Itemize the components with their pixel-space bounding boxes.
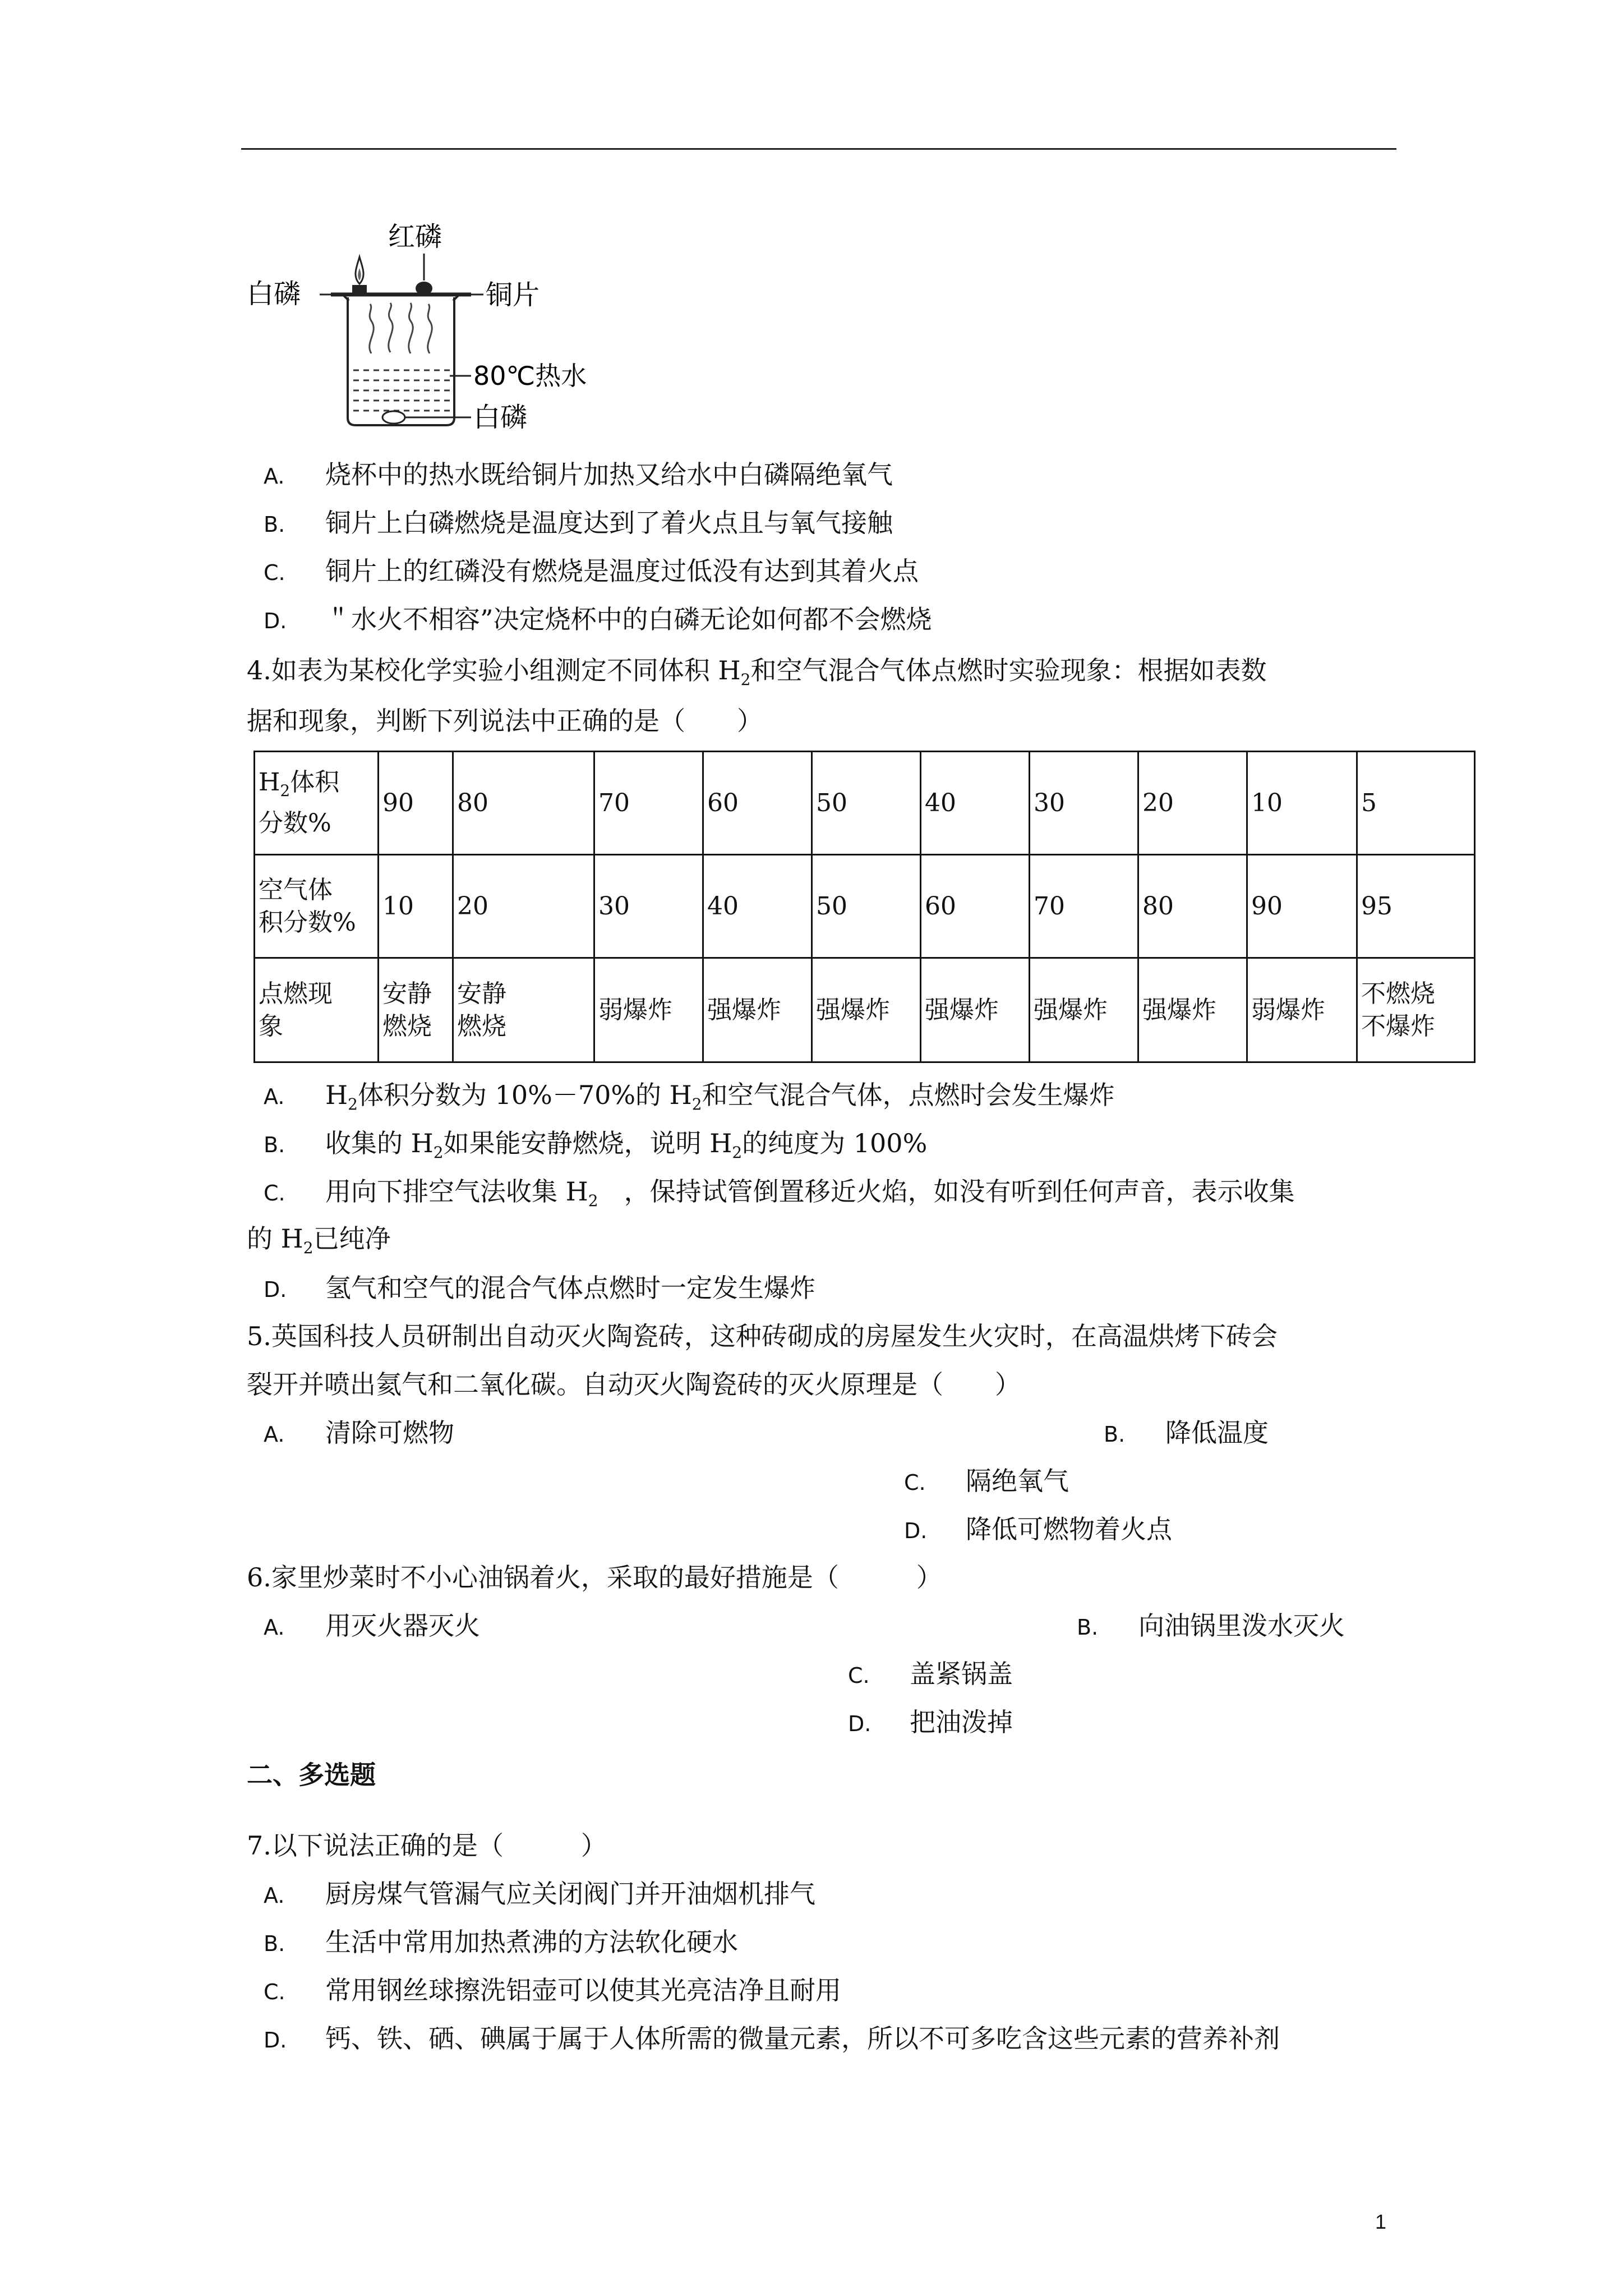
hot-water-label: 80℃热水	[473, 361, 587, 391]
q5-option-b: B. 降低温度	[1104, 1418, 1269, 1448]
red-phosphorus	[416, 282, 432, 295]
white-phosphorus-top	[352, 257, 367, 295]
table-cell: 40	[921, 752, 1030, 855]
table-cell: 20	[453, 855, 594, 958]
table-cell: 60	[921, 855, 1030, 958]
table-row-h2	[255, 752, 1475, 855]
table-cell: 强爆炸	[921, 958, 1030, 1062]
q7-option-d: D. 钙、铁、硒、碘属于属于人体所需的微量元素，所以不可多吃含这些元素的营养补剂	[264, 2023, 1280, 2054]
table-cell: 80	[1138, 855, 1247, 958]
steam-lines	[370, 303, 432, 353]
table-row-phenomenon	[255, 958, 1475, 1062]
q4-option-d: D. 氢气和空气的混合气体点燃时一定发生爆炸	[264, 1273, 815, 1303]
table-cell: 60	[703, 752, 812, 855]
table-cell: 50	[812, 855, 921, 958]
page-number: 1	[1375, 2210, 1387, 2233]
section-heading: 二、多选题	[247, 1760, 376, 1790]
q6-option-d: D. 把油泼掉	[848, 1707, 1013, 1737]
white-phosphorus-top-label: 白磷	[247, 278, 301, 310]
table-cell: 50	[812, 752, 921, 855]
table-cell: 30	[1030, 752, 1138, 855]
table-cell: 5	[1357, 752, 1475, 855]
table-cell: 20	[1138, 752, 1247, 855]
table-cell: 强爆炸	[1030, 958, 1138, 1062]
q6-option-b: B. 向油锅里泼水灭火	[1077, 1611, 1345, 1641]
table-cell: 安静 燃烧	[379, 958, 453, 1062]
water-surface	[353, 370, 450, 411]
table-cell: 40	[703, 855, 812, 958]
table-cell: 强爆炸	[812, 958, 921, 1062]
q4-option-c: C. 用向下排空气法收集 $H_2$ ，保持试管倒置移近火焰，如没有听到任何声音，表示收集	[264, 1176, 1295, 1210]
q7-option-c: C. 常用钢丝球擦洗铝壶可以使其光亮洁净且耐用	[264, 1975, 841, 2005]
q5-stem-line2: 裂开并喷出氦气和二氧化碳。自动灭火陶瓷砖的灭火原理是（ ）	[247, 1369, 1021, 1400]
table-cell: 70	[1030, 855, 1138, 958]
table-head-air: 空气体 积分数%	[255, 855, 379, 958]
table-cell: 不燃烧 不爆炸	[1357, 958, 1475, 1062]
red-phosphorus-label: 红磷	[388, 221, 442, 252]
q4-stem-line2: 据和现象，判断下列说法中正确的是（ ）	[247, 706, 763, 736]
q3-option-b: B. 铜片上白磷燃烧是温度达到了着火点且与氧气接触	[264, 508, 893, 538]
q7-stem: 7.以下说法正确的是（ ）	[247, 1830, 607, 1861]
experiment-diagram	[247, 213, 651, 438]
table-cell: 安静 燃烧	[453, 958, 594, 1062]
q6-stem: 6.家里炒菜时不小心油锅着火，采取的最好措施是（ ）	[247, 1562, 942, 1593]
table-head-h2: $H_2$体积 分数%	[255, 752, 379, 855]
q6-option-c: C. 盖紧锅盖	[848, 1659, 1013, 1689]
table-cell: 弱爆炸	[594, 958, 703, 1062]
q3-option-a: A. 烧杯中的热水既给铜片加热又给水中白磷隔绝氧气	[264, 459, 893, 490]
q7-option-a: A. 厨房煤气管漏气应关闭阀门并开油烟机排气	[264, 1879, 815, 1909]
q6-option-a: A. 用灭火器灭火	[264, 1611, 480, 1641]
q5-option-a: A. 清除可燃物	[264, 1418, 454, 1448]
table-cell: 10	[1247, 752, 1357, 855]
q4-option-a: A. $H_2$体积分数为 10%－70%的 $H_2$和空气混合气体，点燃时会发生爆炸	[264, 1080, 1115, 1114]
q5-option-c: C. 隔绝氧气	[904, 1466, 1069, 1496]
beaker	[343, 295, 459, 425]
table-cell: 强爆炸	[703, 958, 812, 1062]
white-phosphorus-bottom-label: 白磷	[473, 402, 528, 433]
q7-option-b: B. 生活中常用加热煮沸的方法软化硬水	[264, 1927, 738, 1957]
copper-sheet-label: 铜片	[486, 279, 540, 311]
table-row-air	[255, 855, 1475, 958]
table-cell: 强爆炸	[1138, 958, 1247, 1062]
q5-option-d: D. 降低可燃物着火点	[904, 1514, 1172, 1544]
table-head-phenomenon: 点燃现 象	[255, 958, 379, 1062]
q3-option-c: C. 铜片上的红磷没有燃烧是温度过低没有达到其着火点	[264, 556, 919, 586]
table-cell: 弱爆炸	[1247, 958, 1357, 1062]
q4-stem-line1: 4.如表为某校化学实验小组测定不同体积 $H_2$和空气混合气体点燃时实验现象：根据如表数	[247, 655, 1267, 689]
table-cell: 10	[379, 855, 453, 958]
header-rule	[241, 148, 1396, 150]
q3-option-d: D. ＂水火不相容”决定烧杯中的白磷无论如何都不会燃烧	[264, 604, 932, 634]
q4-option-b: B. 收集的 $H_2$如果能安静燃烧，说明 $H_2$的纯度为 100%	[264, 1128, 928, 1162]
table-cell: 90	[379, 752, 453, 855]
white-phosphorus-bottom	[382, 411, 405, 424]
table-cell: 90	[1247, 855, 1357, 958]
table-cell: 30	[594, 855, 703, 958]
table-cell: 70	[594, 752, 703, 855]
table-cell: 80	[453, 752, 594, 855]
h2-air-table	[253, 751, 1476, 1063]
q4-option-c-cont: 的 $H_2$已纯净	[247, 1223, 391, 1257]
table-cell: 95	[1357, 855, 1475, 958]
q5-stem-line1: 5.英国科技人员研制出自动灭火陶瓷砖，这种砖砌成的房屋发生火灾时，在高温烘烤下砖会	[247, 1321, 1278, 1351]
